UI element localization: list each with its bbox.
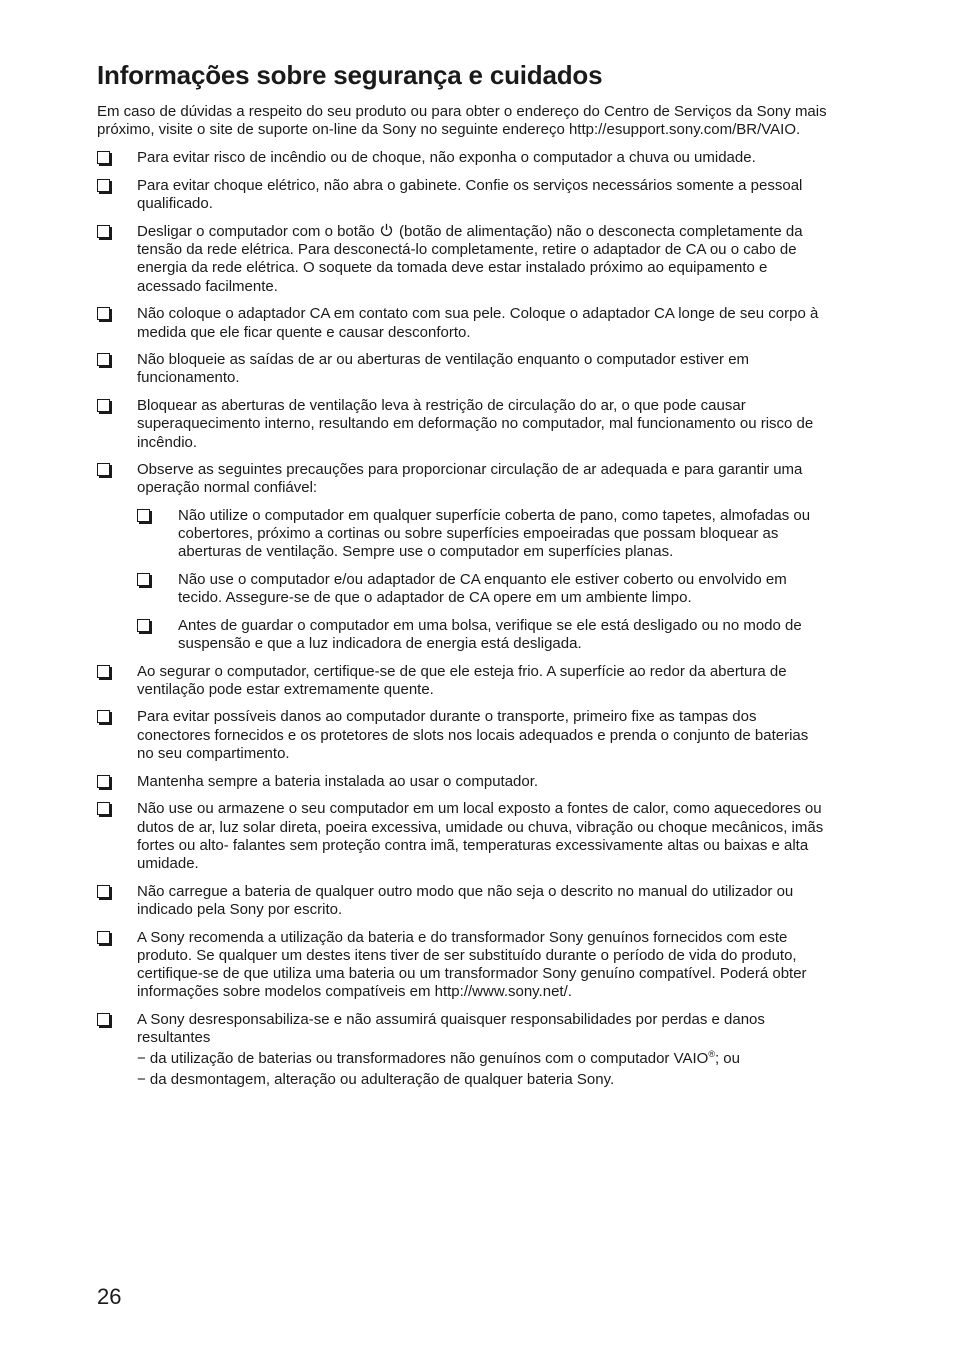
power-icon — [380, 223, 393, 237]
list-item — [97, 223, 827, 296]
checkbox-bullet-icon — [97, 151, 110, 164]
list-item — [97, 663, 827, 699]
list-item-text: Não coloque o adaptador CA em contato com sua pele. Coloque o adaptador CA longe de seu corpo à medida que ele ficar quente e causar desconforto. — [137, 305, 819, 341]
sub-list-item-text: Antes de guardar o computador em uma bolsa, verifique se ele está desligado ou no modo de suspensão e que a luz indicadora de energia está desligada. — [178, 616, 802, 652]
sub-list-item — [137, 571, 827, 607]
registered-mark: ® — [708, 1049, 715, 1060]
checkbox-bullet-icon — [97, 802, 110, 815]
page-title: Informações sobre segurança e cuidados — [97, 60, 603, 90]
checkbox-bullet-icon — [97, 665, 110, 678]
checkbox-bullet-icon — [97, 225, 110, 238]
sub-list — [137, 507, 827, 653]
list-item-text: (botão de alimentação) não o desconecta completamente da tensão da rede elétrica. Para desconectá-lo completamente, retire o adaptador de CA ou o cabo de energia da rede elétrica. O soquete da tomada deve estar instalado próximo ao equipamento e acessado facilmente. — [137, 223, 803, 295]
document-page — [97, 58, 827, 1099]
checkbox-bullet-icon — [97, 931, 110, 944]
checkbox-bullet-icon — [97, 710, 110, 723]
dash-line-suffix: ; ou — [714, 1050, 740, 1068]
list-item — [97, 883, 827, 919]
list-item — [97, 305, 827, 341]
list-item-text: Para evitar possíveis danos ao computador durante o transporte, primeiro fixe as tampas dos conectores fornecidos e os protetores de slots nos locais adequados e prenda o conjunto de baterias no seu compartimento. — [137, 708, 809, 762]
list-item-text: Não bloqueie as saídas de ar ou aberturas de ventilação enquanto o computador estiver em funcionamento. — [137, 351, 750, 387]
checkbox-bullet-icon — [97, 399, 110, 412]
checkbox-bullet-icon — [97, 307, 110, 320]
checkbox-bullet-icon — [97, 775, 110, 788]
safety-list — [97, 149, 827, 1089]
list-item — [97, 800, 827, 873]
list-item — [97, 177, 827, 213]
checkbox-bullet-icon — [97, 885, 110, 898]
list-item — [97, 1011, 827, 1090]
list-item-text: A Sony desresponsabiliza-se e não assumirá quaisquer responsabilidades por perdas e danos resultantes — [137, 1010, 765, 1047]
page-number: 26 — [97, 1284, 122, 1309]
sub-list-item-text: Não use o computador e/ou adaptador de CA enquanto ele estiver coberto ou envolvido em tecido. Assegure-se de que o adaptador de CA opere em um ambiente limpo. — [178, 570, 787, 606]
list-item-text: Desligar o computador com o botão — [137, 223, 375, 241]
checkbox-bullet-icon — [137, 619, 150, 632]
list-item-text: Para evitar risco de incêndio ou de choque, não exponha o computador a chuva ou umidade. — [137, 149, 756, 167]
list-item — [97, 149, 827, 167]
sub-list-item — [137, 507, 827, 562]
list-item — [97, 461, 827, 653]
list-item — [97, 351, 827, 387]
dash-line — [137, 1050, 827, 1068]
checkbox-bullet-icon — [137, 509, 150, 522]
dash-line: − da desmontagem, alteração ou adulteração de qualquer bateria Sony. — [137, 1071, 615, 1089]
list-item-text: Não carregue a bateria de qualquer outro modo que não seja o descrito no manual do utilizador ou indicado pela Sony por escrito. — [137, 882, 794, 918]
list-item-text: Mantenha sempre a bateria instalada ao usar o computador. — [137, 772, 539, 790]
sub-list-item — [137, 617, 827, 653]
list-item-text: Bloquear as aberturas de ventilação leva à restrição de circulação do ar, o que pode causar superaquecimento interno, resultando em deformação no computador, mal funcionamento ou risco de incêndio. — [137, 397, 814, 451]
sub-list-item-text: Não utilize o computador em qualquer superfície coberta de pano, como tapetes, almofadas ou cobertores, próximo a cortinas ou sobre superfícies empoeiradas que possam bloquear as aberturas de ventilação. Sempre use o computador em superfícies planas. — [178, 506, 811, 561]
dash-line-text: − da utilização de baterias ou transformadores não genuínos com o computador VAIO — [137, 1050, 709, 1068]
list-item — [97, 708, 827, 763]
list-item — [97, 773, 827, 791]
checkbox-bullet-icon — [137, 573, 150, 586]
list-item-text: A Sony recomenda a utilização da bateria e do transformador Sony genuínos fornecidos com este produto. Se qualquer um destes itens tiver de ser substituído durante o período de vida do produto, certifique-se de que utiliza uma bateria ou um transformador Sony genuíno compatível. Poderá obter informações sobre modelos compatíveis em http://www.sony.net/. — [137, 928, 807, 1001]
checkbox-bullet-icon — [97, 1013, 110, 1026]
list-item-text: Não use ou armazene o seu computador em um local exposto a fontes de calor, como aquecedores ou dutos de ar, luz solar direta, poeira excessiva, umidade ou chuva, vibração ou choque mecânicos, imãs fortes ou alto- falantes sem proteção contra imã, temperaturas excessivamente altas ou baixas e alta umidade. — [137, 800, 824, 872]
checkbox-bullet-icon — [97, 179, 110, 192]
list-item — [97, 929, 827, 1002]
checkbox-bullet-icon — [97, 463, 110, 476]
intro-paragraph: Em caso de dúvidas a respeito do seu produto ou para obter o endereço do Centro de Serviços da Sony mais próximo, visite o site de suporte on-line da Sony no seguinte endereço http://esupport.sony.com/BR/VAIO. — [97, 103, 827, 139]
list-item — [97, 397, 827, 452]
list-item-text: Para evitar choque elétrico, não abra o gabinete. Confie os serviços necessários somente a pessoal qualificado. — [137, 177, 803, 213]
checkbox-bullet-icon — [97, 353, 110, 366]
list-item-text: Observe as seguintes precauções para proporcionar circulação de ar adequada e para garantir uma operação normal confiável: — [137, 461, 803, 497]
list-item-text: Ao segurar o computador, certifique-se de que ele esteja frio. A superfície ao redor da abertura de ventilação pode estar extremamente quente. — [137, 662, 787, 698]
